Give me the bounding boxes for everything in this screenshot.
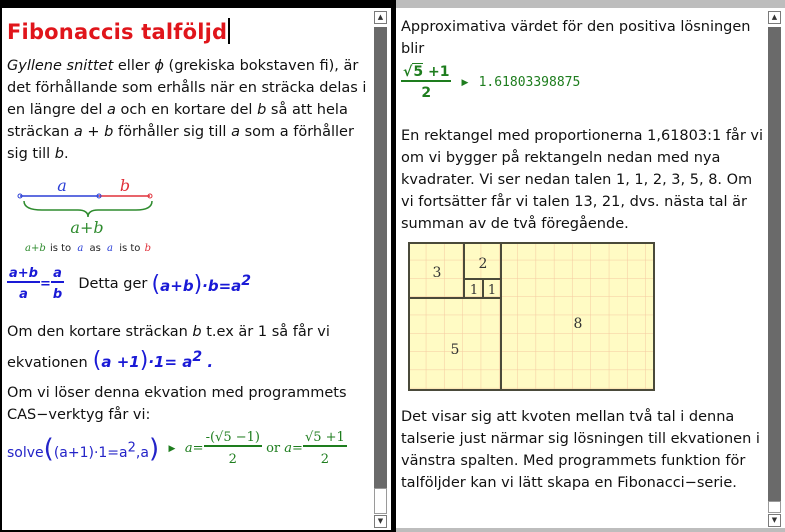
equation-ab-b-a2: $(a+b)\cdot b=a^2$ xyxy=(151,271,252,297)
ekvationen-line: ekvationen $(a +1)\cdot 1= a^2$ . xyxy=(7,348,214,373)
solve-input: $solve((a+1)\cdot 1=a^2,a)$ xyxy=(7,433,160,464)
right-pane-bottom-border xyxy=(396,528,785,532)
solve-output: a= $\frac{-(√5 -1)}{2}$ or a= $\frac{√5 +1}{2}$ xyxy=(184,430,345,467)
label-ab: a+b xyxy=(70,218,104,237)
evaluate-arrow-icon: ▶ xyxy=(461,77,469,88)
ratio-fraction-left: $\frac{a+b}{a}$ xyxy=(9,266,38,302)
scroll-down-button[interactable] xyxy=(374,515,387,528)
cas-solve-entry[interactable] xyxy=(7,430,347,467)
chevron-up-icon: ▲ xyxy=(377,13,384,21)
scroll-up-button[interactable] xyxy=(768,11,781,24)
detta-ger-text: Detta ger xyxy=(78,276,148,292)
label-a: a xyxy=(57,176,67,195)
left-scrollbar[interactable] xyxy=(374,11,387,526)
evaluate-arrow-icon: ▶ xyxy=(168,443,176,454)
page-title[interactable]: Fibonaccis talföljd xyxy=(7,18,230,44)
ratio-fraction-right: $\frac{a}{b}$ xyxy=(52,266,63,302)
intro-paragraph: Gyllene snittet eller ϕ (grekiska bokstaven fi), är det förhållande som erhålls när en sträcka delas i en längre del a och en kortare del b så att hela sträckan a + b förhåller sig till a som a förhåller sig till b. xyxy=(7,58,367,162)
scroll-up-button[interactable] xyxy=(374,11,387,24)
approx-fraction: $\frac{√5 +1}{2}$ xyxy=(403,64,450,101)
approx-paragraph: Approximativa värdet för den positiva lösningen blir xyxy=(401,19,751,57)
equation-a1-a2: $(a +1)\cdot 1= a^2$ . xyxy=(92,348,214,373)
scroll-down-button[interactable] xyxy=(768,514,781,527)
outer-rectangle xyxy=(409,243,654,390)
diagram-caption: a+b is to a as a is to b xyxy=(25,243,151,253)
fibonacci-rectangle-figure xyxy=(408,242,656,392)
scroll-thumb[interactable] xyxy=(374,27,387,488)
scroll-thumb[interactable] xyxy=(768,27,781,501)
om-den-paragraph: Om den kortare sträckan b t.ex är 1 så får vi xyxy=(7,324,330,340)
left-document-pane[interactable] xyxy=(2,8,391,530)
text-cursor xyxy=(228,18,230,44)
scroll-track[interactable] xyxy=(768,501,781,513)
ratio-equation-line: $\frac{a+b}{a}$ = $\frac{a}{b}$ Detta ger $(a+b)\cdot b=a^2$ xyxy=(9,266,252,302)
approx-calculation[interactable] xyxy=(401,64,580,101)
right-scrollbar[interactable] xyxy=(768,11,781,526)
approx-value: 1.61803398875 xyxy=(478,75,581,90)
square-label-5: 5 xyxy=(450,342,460,358)
golden-ratio-diagram xyxy=(12,173,162,253)
right-document-pane[interactable] xyxy=(396,8,785,528)
square-label-8: 8 xyxy=(573,316,583,332)
om-vi-paragraph: Om vi löser denna ekvation med programmets CAS−verktyg får vi: xyxy=(7,385,347,423)
square-label-3: 3 xyxy=(432,265,442,281)
chevron-up-icon: ▲ xyxy=(771,13,778,21)
right-pane-top-border xyxy=(396,0,785,8)
rektangel-paragraph: En rektangel med proportionerna 1,61803:1 får vi om vi bygger på rektangeln nedan med nya kvadrater. Vi ser nedan talen 1, 1, 2, 3, 5, 8. Om vi fortsätter får vi talen 13, 21, dvs. nästa tal är summan av de två föregående. xyxy=(401,128,763,232)
square-label-1a: 1 xyxy=(469,283,479,298)
scroll-track[interactable] xyxy=(374,488,387,514)
square-label-1b: 1 xyxy=(487,283,497,298)
det-visar-paragraph: Det visar sig att kvoten mellan två tal i denna talserie just närmar sig lösningen till ekvationen i vänstra spalten. Med programmets funktion för talföljder kan vi lätt skapa en Fibonacci−serie. xyxy=(401,409,760,491)
chevron-down-icon: ▼ xyxy=(771,516,778,524)
chevron-down-icon: ▼ xyxy=(377,517,384,525)
label-b: b xyxy=(119,176,131,195)
brace xyxy=(24,201,152,217)
square-label-2: 2 xyxy=(478,256,488,272)
